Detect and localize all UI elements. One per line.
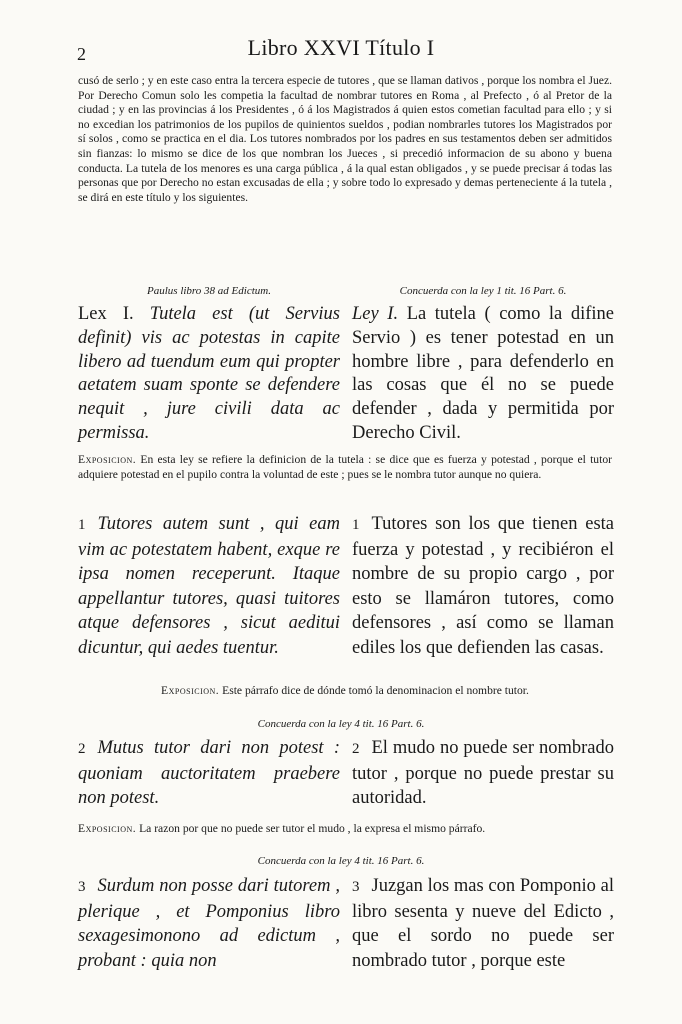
exposicion-1-label: Exposicion. (78, 453, 137, 466)
exposicion-3 (78, 821, 612, 836)
para3-number-right: 3 (352, 879, 360, 895)
para3-spanish-text: Juzgan los mas con Pomponio al libro sesenta y nueve del Edicto , que el sordo no puede ser nombrado tutor , porque este (352, 876, 614, 971)
lex1-source-row (78, 285, 614, 297)
exposicion-1-text: En esta ley se refiere la definicion de la tutela : se dice que es fuerza y potestad , porque el tutor adquiere potestad en el pupilo contra la voluntad de este ; pues se le nombra tutor aunque no quiera. (78, 453, 612, 481)
para1-spanish (352, 512, 614, 660)
para2-latin (78, 736, 340, 811)
lex1-label-right: Ley I. (352, 304, 399, 324)
para1-spanish-text: Tutores son los que tienen esta fuerza y potestad , y recibiéron el nombre de su propio cargo , por esto se llamáron tutores, como defensores , así como se llaman ediles los que defienden las casas. (352, 514, 614, 658)
lex1-source-right: Concuerda con la ley 1 tit. 16 Part. 6. (399, 285, 567, 297)
para1-number-right: 1 (352, 517, 360, 533)
para2-source: Concuerda con la ley 4 tit. 16 Part. 6. (257, 718, 425, 730)
para3-number-left: 3 (78, 879, 86, 895)
exposicion-3-text: La razon por que no puede ser tutor el mudo , la expresa el mismo párrafo. (139, 822, 486, 835)
para3-source: Concuerda con la ley 4 tit. 16 Part. 6. (257, 855, 425, 867)
para2-spanish (352, 736, 614, 811)
para3-latin (78, 874, 340, 973)
running-head: Libro XXVI Título I (247, 35, 435, 60)
para1-number-left: 1 (78, 517, 86, 533)
para2-number-right: 2 (352, 741, 360, 757)
para1-columns (78, 512, 614, 660)
lex1-latin-text: Tutela est (ut Servius definit) vis ac potestas in capite libero ad tuendum eum qui propter aetatem suam sponte se defendere nequit , jure civili data ac permissa. (78, 304, 340, 443)
para1-latin-text: Tutores autem sunt , qui eam vim ac potestatem habent, exque re ipsa nomen receperunt. Itaque appellantur tutores, quasi tuitores atque defensores , sicut aeditui dicuntur, qui aedes tuentur. (78, 514, 340, 658)
para2-number-left: 2 (78, 741, 86, 757)
para3-columns (78, 874, 614, 973)
para3-latin-text: Surdum non posse dari tutorem , plerique , et Pomponius libro sexagesimonono ad edictum , probant : quia non (78, 876, 340, 971)
exposicion-1 (78, 452, 612, 482)
intro-paragraph: cusó de serlo ; y en este caso entra la tercera especie de tutores , que se llaman dativos , porque los nombra el Juez. Por Derecho Comun solo les competia la facultad de nombrar tutores en Roma , al Prefecto , ó al Pretor de la ciudad ; y en las provincias á los Presidentes , ó á los Magistrados á quien estos cometian facultad para ello ; y si no excedian los patrimonios de los pupilos de quinientos sueldos , podian nombrarles tutores los Magistrados por sí solos , como se practica en el dia. Los tutores nombrados por los padres en sus testamentos deben ser admitidos sin fianzas: lo mismo se dice de los que nombran los Jueces , si precedió informacion de su abono y buena conducta. La tutela de los menores es una carga pública , á la qual estan obligados , y se puede precisar á todas las personas que por Derecho no estan excusadas de ella ; y sobre todo lo expresado y demas perteneciente á la tutela , se dirá en este título y los siguientes. (78, 74, 612, 204)
para1-latin (78, 512, 340, 660)
exposicion-2 (78, 683, 612, 698)
para3-spanish (352, 874, 614, 973)
exposicion-2-label: Exposicion. (161, 684, 220, 697)
exposicion-2-text: Este párrafo dice de dónde tomó la denominacion el nombre tutor. (222, 684, 529, 697)
para2-latin-text: Mutus tutor dari non potest : quoniam auctoritatem praebere non potest. (78, 738, 340, 808)
page-number: 2 (77, 44, 86, 64)
lex1-label-left: Lex I. (78, 304, 134, 324)
para2-columns (78, 736, 614, 811)
lex1-spanish (352, 303, 614, 446)
lex1-latin (78, 303, 340, 446)
lex1-columns (78, 303, 614, 446)
lex1-spanish-text: La tutela ( como la difine Servio ) es tener potestad en un hombre libre , para defenderlo en las cosas que él no se puede defender , dada y permitida por Derecho Civil. (352, 304, 615, 443)
exposicion-3-label: Exposicion. (78, 822, 137, 835)
para2-spanish-text: El mudo no puede ser nombrado tutor , porque no puede prestar su autoridad. (352, 738, 614, 808)
lex1-source-left: Paulus libro 38 ad Edictum. (147, 285, 271, 297)
